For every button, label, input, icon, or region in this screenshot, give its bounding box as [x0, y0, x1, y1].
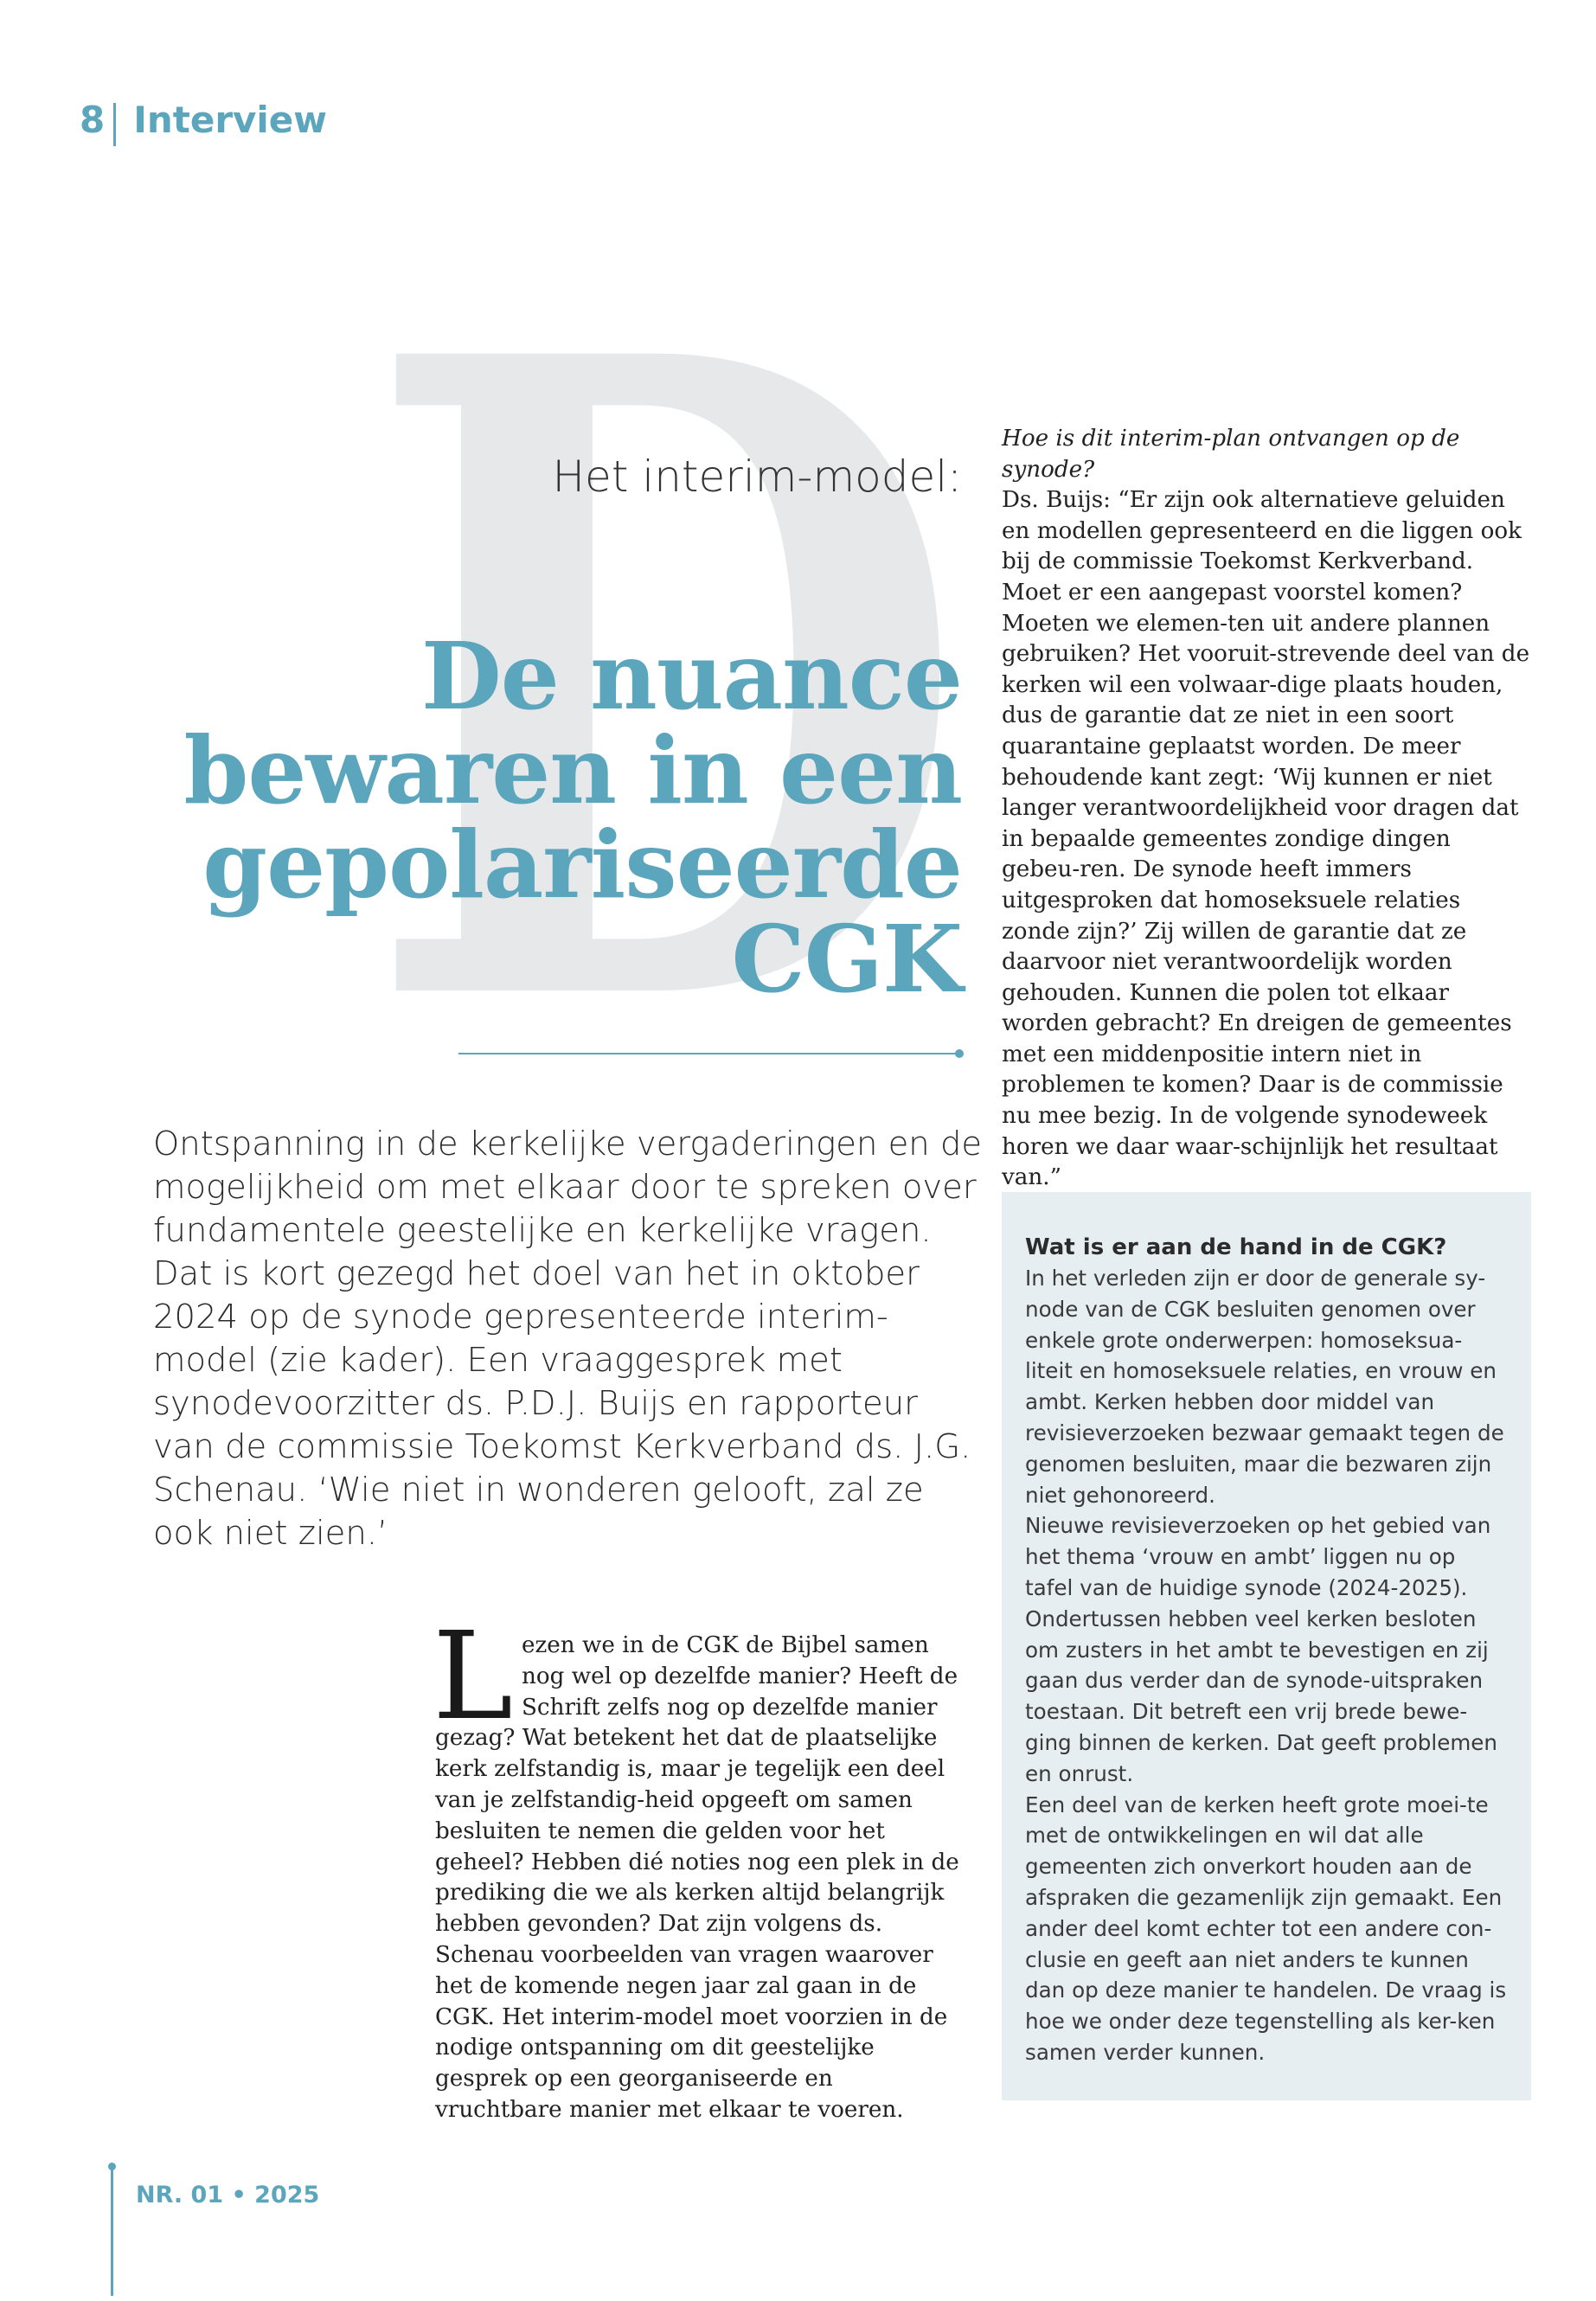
- qa-column: [1002, 424, 1534, 1194]
- headline: [183, 623, 962, 1014]
- page-header: [80, 93, 327, 145]
- info-box-paragraph: Een deel van de kerken heeft grote moei-te met de ontwikkelingen en wil dat alle gemeenten zich onverkort houden aan de afspraken die gezamenlijk zijn gemaakt. Een ander deel komt echter tot een andere con-clusie en geeft aan niet anders te kunnen dan op deze manier te handelen. De vraag is hoe we onder deze tegenstelling als ker-ken samen verder kunnen.: [1025, 1791, 1507, 2065]
- title-kicker: Het interim-model:: [552, 452, 962, 502]
- footer-divider: [111, 2166, 113, 2296]
- qa-answer: Ds. Buijs: “Er zijn ook alternatieve geluiden en modellen gepresenteerd en die liggen ook bij de commissie Toekomst Kerkverband. Moet er een aangepast voorstel komen? Moeten we elemen-ten uit andere plannen gebruiken? Het vooruit-strevende deel van de kerken wil een volwaar-dige plaats houden, dus de garantie dat ze niet in een soort quarantaine geplaatst worden. De meer behoudende kant zegt: ‘Wij kunnen er niet langer verantwoordelijkheid voor dragen dat in bepaalde gemeentes zondige dingen gebeu-ren. De synode heeft immers uitgesproken dat homoseksuele relaties zonde zijn?’ Zij willen de garantie dat ze daarvoor niet verantwoordelijk worden gehouden. Kunnen die polen tot elkaar worden gebracht? En dreigen de gemeentes met een middenpositie intern niet in problemen te komen? Daar is de commissie nu mee bezig. In de volgende synodeweek horen we daar waar-schijnlijk het resultaat van.”: [1002, 487, 1530, 1191]
- body-paragraph: [433, 1606, 963, 2126]
- header-divider: [113, 103, 116, 146]
- headline-line: gepolariseerde: [202, 811, 962, 920]
- issue-number: NR. 01 • 2025: [136, 2182, 320, 2208]
- headline-line: bewaren in een: [183, 717, 962, 825]
- background-letter-glyph: D: [363, 329, 969, 1012]
- headline-line: De nuance: [420, 623, 962, 731]
- info-box-paragraph: Nieuwe revisieverzoeken op het gebied van het thema ‘vrouw en ambt’ liggen nu op tafel van de huidige synode (2024-2025). Ondertussen hebben veel kerken besloten om zusters in het ambt te bevestigen en zij gaan dus verder dan de synode-uitspraken toestaan. Dit betreft een vrij brede bewe-ging binnen de kerken. Dat geeft problemen en onrust.: [1025, 1513, 1498, 1786]
- info-box-paragraph: In het verleden zijn er door de generale sy-node van de CGK besluiten genomen over enkele grote onderwerpen: homoseksua-liteit en homoseksuele relaties, en vrouw en ambt. Kerken hebben door middel van revisieverzoeken bezwaar gemaakt tegen de genomen besluiten, maar die bezwaren zijn niet gehonoreerd.: [1025, 1266, 1504, 1508]
- drop-cap: L: [433, 1606, 513, 1747]
- qa-question: Hoe is dit interim-plan ontvangen op de synode?: [1002, 426, 1460, 483]
- intro-paragraph: Ontspanning in de kerkelijke vergaderingen en de mogelijkheid om met elkaar door te spreken over fundamentele geestelijke en kerkelijke vragen. Dat is kort gezegd het doel van het in oktober 2024 op de synode gepresenteerde interim-model (zie kader). Een vraaggesprek met synodevoorzitter ds. P.D.J. Buijs en rapporteur van de commissie Toekomst Kerkverband ds. J.G. Schenau. ‘Wie niet in wonderen gelooft, zal ze ook niet zien.’: [153, 1125, 983, 1553]
- headline-line: CGK: [731, 906, 962, 1014]
- title-divider: [458, 1053, 960, 1054]
- section-label: Interview: [133, 98, 328, 141]
- page-number: 8: [80, 98, 106, 141]
- body-text: ezen we in de CGK de Bijbel samen nog wel op dezelfde manier? Heeft de Schrift zelfs nog op dezelfde manier gezag? Wat betekent het dat de plaatselijke kerk zelfstandig is, maar je tegelijk een deel van je zelfstandig-heid opgeeft om samen besluiten te nemen die gelden voor het geheel? Hebben dié noties nog een plek in de prediking die we als kerken altijd belangrijk hebben gevonden? Dat zijn volgens ds. Schenau voorbeelden van vragen waarover het de komende negen jaar zal gaan in de CGK. Het interim-model moet voorzien in de nodige ontspanning om dit geestelijke gesprek op een georganiseerde en vruchtbare manier met elkaar te voeren.: [435, 1632, 959, 2123]
- info-box: [1002, 1192, 1531, 2100]
- info-box-heading: Wat is er aan de hand in de CGK?: [1025, 1234, 1447, 1260]
